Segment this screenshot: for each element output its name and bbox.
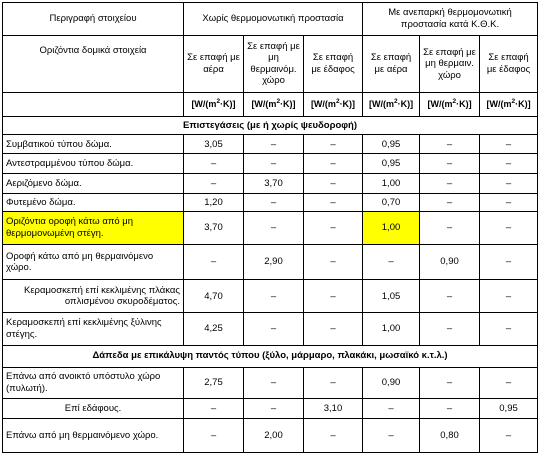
value-cell: 0,95 [363,135,420,154]
table-row [3,367,538,399]
value-cell: – [244,313,304,346]
table-row-highlighted [3,212,538,245]
value-cell: – [184,419,244,453]
value-cell: – [244,154,304,174]
header-col-ground-a: Σε επαφή με έδαφος [304,35,363,93]
value-cell: – [244,194,304,212]
value-cell: – [420,280,480,313]
value-cell: – [480,194,538,212]
value-cell: – [184,174,244,194]
row-label: Κεραμοσκεπή επί κεκλιμένης ξύλινης στέγης. [3,313,184,346]
value-cell: 4,70 [184,280,244,313]
value-cell: – [304,154,363,174]
value-cell: 1,20 [184,194,244,212]
table-row [3,399,538,419]
value-cell: – [420,135,480,154]
value-cell: 0,80 [420,419,480,453]
value-cell: – [480,174,538,194]
value-cell: – [480,367,538,399]
value-cell: – [480,154,538,174]
value-cell: – [244,280,304,313]
value-cell: – [420,174,480,194]
unit-cell: $[W/(m^2\cdot K)]$ [244,93,304,116]
header-col-ground-b: Σε επαφή με έδαφος [480,35,538,93]
value-cell: – [184,244,244,280]
value-cell: 4,25 [184,313,244,346]
section-title-roofs: Επιστεγάσεις (με ή χωρίς ψευδοροφή) [3,116,538,135]
value-cell: – [304,280,363,313]
unit-cell: $[W/(m^2\cdot K)]$ [184,93,244,116]
section-title-floors: Δάπεδα με επικάλυψη παντός τύπου (ξύλο, μάρμαρο, πλακάκι, μωσαϊκό κ.τ.λ.) [3,345,538,367]
row-label-highlighted: Οριζόντια οροφή κάτω από μη θερμομονωμένη στέγη. [3,212,184,245]
value-cell: – [244,212,304,245]
unit-cell: $[W/(m^2\cdot K)]$ [363,93,420,116]
table-row [3,135,538,154]
header-subheader: Οριζόντια δομικά στοιχεία [3,35,184,93]
value-cell: 0,90 [420,244,480,280]
header-col-air-b: Σε επαφή με αέρα [363,35,420,93]
unit-cell: $[W/(m^2\cdot K)]$ [304,93,363,116]
table-row [3,313,538,346]
value-cell: – [480,244,538,280]
value-cell: – [363,244,420,280]
header-group-insufficient: Με ανεπαρκή θερμομονωτική προστασία κατά Κ.Θ.Κ. [363,3,538,36]
table-row [3,419,538,453]
value-cell: 3,05 [184,135,244,154]
value-cell: – [244,367,304,399]
value-cell: – [304,244,363,280]
units-empty-cell [3,93,184,116]
units-row [3,93,538,116]
table-row [3,174,538,194]
value-cell: 1,00 [363,174,420,194]
value-cell: – [304,313,363,346]
value-cell: – [363,399,420,419]
unit-cell: $[W/(m^2\cdot K)]$ [420,93,480,116]
value-cell: 0,95 [480,399,538,419]
value-cell: – [244,135,304,154]
value-cell-highlighted: 1,00 [363,212,420,245]
value-cell: 3,70 [244,174,304,194]
header-col-unheated-b: Σε επαφή με μη θερμαιν. χώρο [420,35,480,93]
value-cell: – [304,135,363,154]
value-cell: 2,75 [184,367,244,399]
row-label: Επάνω από ανοικτό υπόστυλο χώρο (πυλωτή). [3,367,184,399]
value-cell: – [420,399,480,419]
value-cell: 1,00 [363,313,420,346]
row-label: Αντεστραμμένου τύπου δώμα. [3,154,184,174]
value-cell: – [184,154,244,174]
value-cell: 0,70 [363,194,420,212]
value-cell: 3,10 [304,399,363,419]
value-cell: – [420,313,480,346]
value-cell: – [480,135,538,154]
u-values-table [2,2,538,453]
value-cell: – [480,212,538,245]
value-cell: 2,00 [244,419,304,453]
value-cell: 2,90 [244,244,304,280]
value-cell: – [184,399,244,419]
value-cell: 3,70 [184,212,244,245]
value-cell: 0,90 [363,367,420,399]
value-cell: – [420,367,480,399]
value-cell: – [363,419,420,453]
row-label: Κεραμοσκεπή επί κεκλιμένης πλάκας οπλισμένου σκυροδέματος. [3,280,184,313]
value-cell: – [304,367,363,399]
row-label: Οροφή κάτω από μη θερμαινόμενο χώρο. [3,244,184,280]
value-cell: – [420,212,480,245]
header-group-no-insulation: Χωρίς θερμομονωτική προστασία [184,3,363,36]
table-row [3,244,538,280]
value-cell: – [420,194,480,212]
header-description: Περιγραφή στοιχείου [3,3,184,36]
value-cell: – [304,194,363,212]
value-cell: – [480,280,538,313]
row-label: Επί εδάφους. [3,399,184,419]
value-cell: 1,05 [363,280,420,313]
table-row [3,194,538,212]
value-cell: 0,95 [363,154,420,174]
row-label: Αεριζόμενο δώμα. [3,174,184,194]
header-col-unheated-a: Σε επαφή με μη θερμαινόμ. χώρο [244,35,304,93]
value-cell: – [304,419,363,453]
value-cell: – [480,419,538,453]
value-cell: – [480,313,538,346]
table-row [3,154,538,174]
row-label: Συμβατικού τύπου δώμα. [3,135,184,154]
row-label: Επάνω από μη θερμαινόμενο χώρο. [3,419,184,453]
unit-cell: $[W/(m^2\cdot K)]$ [480,93,538,116]
value-cell: – [304,174,363,194]
row-label: Φυτεμένο δώμα. [3,194,184,212]
header-col-air-a: Σε επαφή με αέρα [184,35,244,93]
value-cell: – [304,212,363,245]
value-cell: – [420,154,480,174]
table-row [3,280,538,313]
value-cell: – [244,399,304,419]
